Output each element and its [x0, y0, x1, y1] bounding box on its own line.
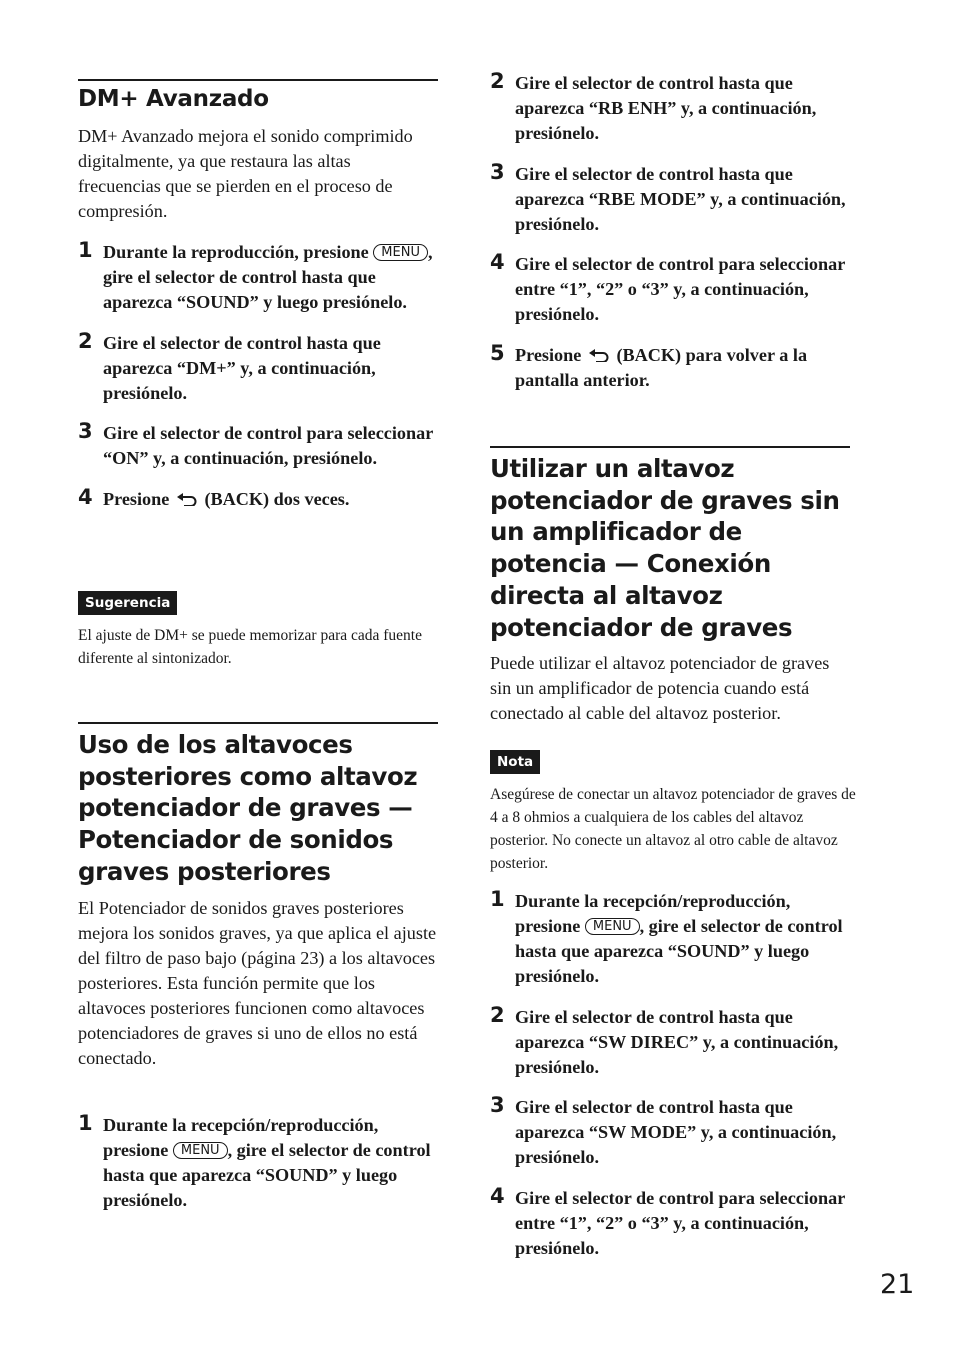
step-number: 2 — [490, 69, 505, 93]
dm-advanced-title: DM+ Avanzado — [78, 86, 269, 112]
step-text-post: , gire el selector de control hasta que aparezca “SOUND” y luego presiónelo. — [103, 242, 433, 312]
step-text: Gire el selector de control para seleccionar “ON” y, a continuación, presiónelo. — [103, 423, 433, 468]
back-arrow-icon — [588, 348, 610, 362]
step-number: 2 — [78, 328, 93, 353]
dm-advanced-section — [78, 79, 438, 224]
subwoofer-direct-section — [490, 446, 850, 726]
dm-step-4 — [78, 484, 448, 512]
step-text: Gire el selector de control para seleccionar entre “1”, “2” o “3” y, a continuación, presiónelo. — [515, 254, 845, 324]
menu-button-label: MENU — [173, 1142, 228, 1159]
rear-step-4 — [490, 252, 860, 327]
subwoofer-direct-steps — [490, 889, 860, 1276]
sub-step-2 — [490, 1002, 860, 1080]
step-text-post: (BACK) dos veces. — [204, 488, 350, 509]
rear-step-3 — [490, 159, 860, 237]
rear-bass-section — [78, 722, 438, 1071]
step-text: Gire el selector de control para seleccionar entre “1”, “2” o “3” y, a continuación, presiónelo. — [515, 1187, 845, 1258]
step-text-pre: Durante la recepción/reproducción, presione — [103, 1115, 379, 1160]
subwoofer-direct-title: Utilizar un altavoz potenciador de graves sin un amplificador de potencia — Conexión directa al altavoz potenciador de graves — [490, 454, 840, 642]
step-text-post: (BACK) para volver a la pantalla anterior. — [515, 344, 808, 390]
menu-button-label: MENU — [585, 918, 640, 935]
rear-step-2 — [490, 71, 860, 146]
step-text-post: , gire el selector de control hasta que aparezca “SOUND” y luego presiónelo. — [515, 916, 843, 986]
page-number: 21 — [880, 1269, 915, 1300]
dm-advanced-steps — [78, 240, 448, 527]
step-text: Gire el selector de control hasta que aparezca “SW MODE” y, a continuación, presiónelo. — [515, 1097, 837, 1167]
back-arrow-icon — [176, 492, 198, 506]
step-number: 1 — [78, 1111, 93, 1135]
step-text: Gire el selector de control hasta que aparezca “RBE MODE” y, a continuación, presiónelo. — [515, 163, 846, 234]
step-text-pre: Durante la reproducción, presione — [103, 242, 369, 262]
step-number: 2 — [490, 1002, 505, 1027]
step-number: 3 — [78, 419, 93, 443]
step-text-post: , gire el selector de control hasta que aparezca “SOUND” y luego presiónelo. — [103, 1140, 431, 1210]
step-number: 4 — [78, 484, 93, 509]
note-badge: Nota — [490, 750, 540, 774]
rear-bass-title: Uso de los altavoces posteriores como altavoz potenciador de graves — Potenciador de sonidos graves posteriores — [78, 730, 418, 886]
dm-advanced-intro: DM+ Avanzado mejora el sonido comprimido digitalmente, ya que restaura las altas frecuencias que se pierden en el proceso de compresión. — [78, 126, 413, 221]
step-text-pre: Presione — [103, 488, 170, 509]
tip-text: El ajuste de DM+ se puede memorizar para cada fuente diferente al sintonizador. — [78, 627, 422, 667]
step-number: 5 — [490, 340, 505, 365]
step-text: Gire el selector de control hasta que aparezca “DM+” y, a continuación, presiónelo. — [103, 332, 381, 403]
rear-step-1 — [78, 1113, 448, 1213]
step-number: 3 — [490, 1093, 505, 1117]
rear-step-5 — [490, 340, 860, 393]
rear-bass-steps-left — [78, 1113, 448, 1229]
dm-step-2 — [78, 328, 448, 406]
menu-button-label: MENU — [373, 244, 428, 261]
step-number: 3 — [490, 159, 505, 184]
step-number: 4 — [490, 1183, 505, 1208]
subwoofer-direct-intro: Puede utilizar el altavoz potenciador de graves sin un amplificador de potencia cuando está conectado al cable del altavoz posterior. — [490, 653, 830, 724]
step-number: 1 — [490, 887, 505, 911]
step-text: Gire el selector de control hasta que aparezca “RB ENH” y, a continuación, presiónelo. — [515, 73, 817, 143]
step-text: Gire el selector de control hasta que aparezca “SW DIREC” y, a continuación, presiónelo. — [515, 1006, 839, 1077]
dm-step-3 — [78, 421, 448, 471]
rear-bass-steps-right — [490, 71, 860, 408]
tip-badge: Sugerencia — [78, 591, 177, 615]
dm-step-1 — [78, 240, 448, 315]
sub-step-1 — [490, 889, 860, 989]
step-number: 1 — [78, 238, 93, 262]
sub-step-3 — [490, 1095, 860, 1170]
step-text-pre: Durante la recepción/reproducción, presione — [515, 891, 791, 936]
note-text: Asegúrese de conectar un altavoz potenciador de graves de 4 a 8 ohmios a cualquiera de los cables del altavoz posterior. No conecte un altavoz al otro cable de altavoz posterior. — [490, 786, 856, 872]
rear-bass-intro: El Potenciador de sonidos graves posteriores mejora los sonidos graves, ya que aplica el ajuste del filtro de paso bajo (página 23) a los altavoces posteriores. Esta función permite que los altavoces posteriores funcionen como altavoces potenciadores de graves si uno de ellos no está conectado. — [78, 897, 437, 1068]
step-text-pre: Presione — [515, 344, 582, 365]
sub-step-4 — [490, 1183, 860, 1261]
step-number: 4 — [490, 250, 505, 274]
